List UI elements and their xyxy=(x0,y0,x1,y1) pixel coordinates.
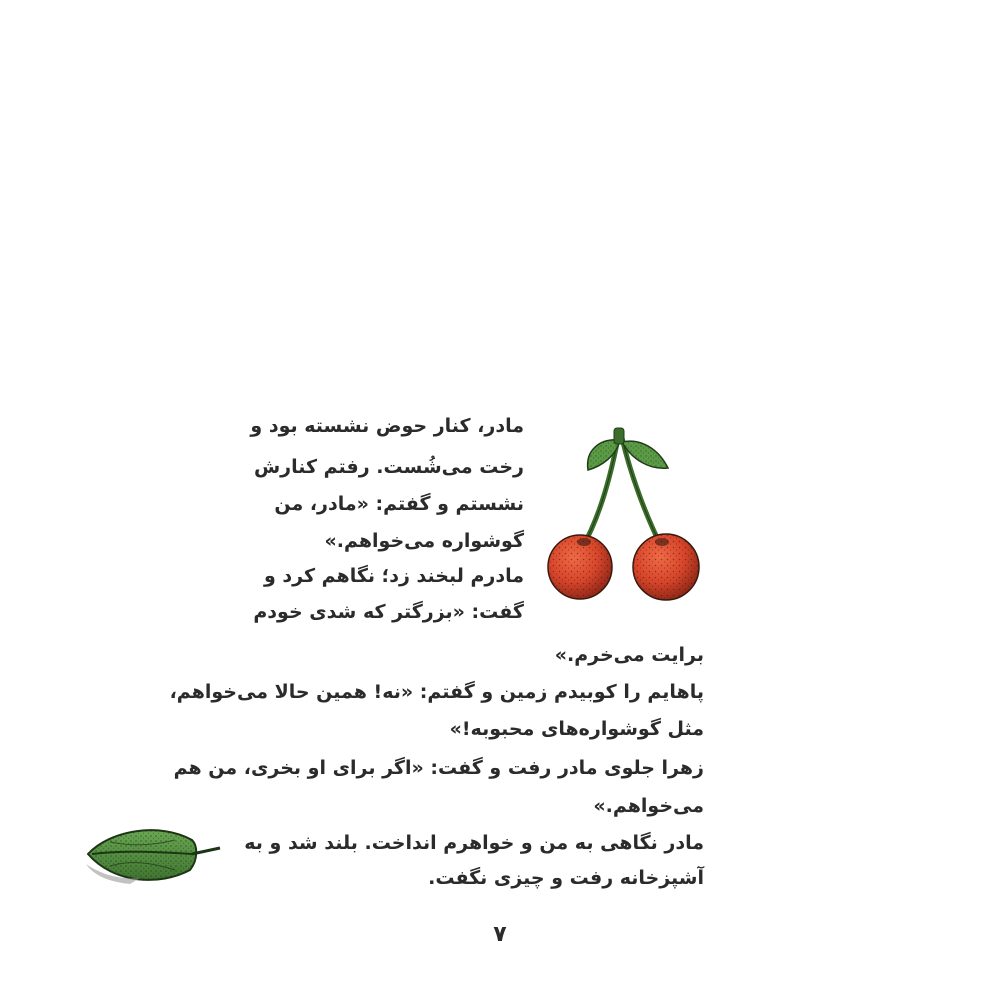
story-line-10: زهرا جلوی مادر رفت و گفت: «اگر برای او بخری، من هم xyxy=(173,757,704,779)
story-line-9: مثل گوشواره‌های محبوبه!» xyxy=(449,718,704,740)
leaf-illustration xyxy=(80,820,225,892)
story-line-2: رخت می‌شُست. رفتم کنارش xyxy=(253,456,524,478)
story-line-4: گوشواره می‌خواهم.» xyxy=(324,530,524,552)
story-line-5: مادرم لبخند زد؛ نگاهم کرد و xyxy=(263,565,524,587)
story-line-13: آشپزخانه رفت و چیزی نگفت. xyxy=(428,867,704,889)
story-line-11: می‌خواهم.» xyxy=(593,795,704,817)
story-line-8: پاهایم را کوبیدم زمین و گفتم: «نه! همین حالا می‌خواهم، xyxy=(169,681,704,703)
story-line-1: مادر، کنار حوض نشسته بود و xyxy=(250,415,524,437)
story-line-3: نشستم و گفتم: «مادر، من xyxy=(274,493,524,515)
story-line-6: گفت: «بزرگتر که شدی خودم xyxy=(253,601,524,623)
story-line-7: برایت می‌خرم.» xyxy=(554,644,704,666)
story-line-12: مادر نگاهی به من و خواهرم انداخت. بلند شد و به xyxy=(244,832,704,854)
cherries-illustration xyxy=(540,420,710,610)
page-number: ۷ xyxy=(493,922,507,947)
